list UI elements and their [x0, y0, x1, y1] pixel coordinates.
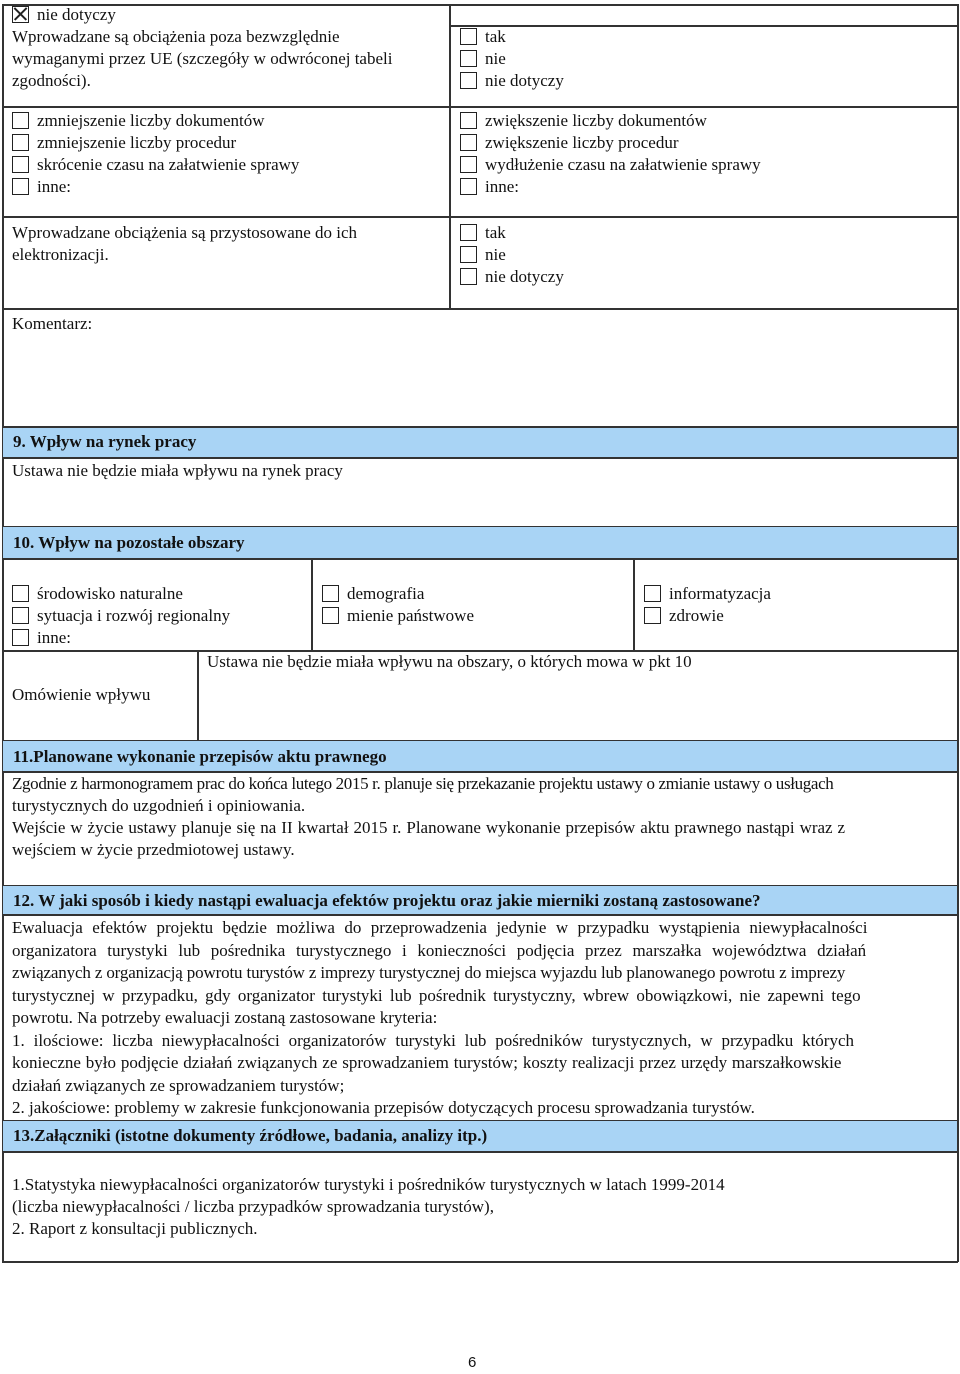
section-11-body: Zgodnie z harmonogramem prac do końca lutego 2015 r. planuje się przekazanie projektu ustawy o zmianie ustawy o usługach turystycznych do uzgodnień i opiniowania. Wejście w życie ustawy planuje się na II kwartał 2015 r. Planowane wykonanie przepisów aktu prawnego nastąpi wraz z wejściem w życie przedmiotowej ustawy.	[12, 774, 846, 859]
checkbox-icon[interactable]	[460, 72, 477, 89]
checkbox-icon[interactable]	[460, 246, 477, 263]
top-row-sep-3	[2, 216, 958, 218]
option-row[interactable]: skrócenie czasu na załatwienie sprawy	[12, 154, 444, 176]
frame-left	[2, 4, 4, 1262]
checkbox-icon[interactable]	[12, 156, 29, 173]
omowienie-text: Ustawa nie będzie miała wpływu na obszary, o których mowa w pkt 10	[207, 652, 692, 671]
electronization-text: Wprowadzane obciążenia są przystosowane do ich elektronizacji.	[12, 223, 358, 264]
option-row[interactable]: nie dotyczy	[460, 70, 950, 92]
option-row[interactable]: tak	[460, 222, 950, 244]
option-row[interactable]: mienie państwowe	[322, 605, 622, 627]
option-row[interactable]: środowisko naturalne	[12, 583, 302, 605]
ue-burden-text: Wprowadzane są obciążenia poza bezwzględnie	[12, 27, 340, 46]
reduction-options	[12, 110, 444, 198]
s12-sep	[2, 914, 958, 916]
option-row[interactable]: zdrowie	[644, 605, 944, 627]
checkbox-icon[interactable]	[322, 607, 339, 624]
section-9-text: Ustawa nie będzie miała wpływu na rynek pracy	[12, 461, 343, 480]
frame-right	[957, 4, 959, 1262]
option-row[interactable]: informatyzacja	[644, 583, 944, 605]
option-row[interactable]: zmniejszenie liczby dokumentów	[12, 110, 444, 132]
checkbox-icon[interactable]	[460, 178, 477, 195]
section-9-header	[3, 427, 957, 457]
section-13-body: 1.Statystyka niewypłacalności organizatorów turystyki i pośredników turystycznych w latach 1999-2014 (liczba niewypłacalności / liczba przypadków sprowadzania turystów), 2. Raport z konsultacji publicznych.	[12, 1175, 725, 1238]
option-row[interactable]: zmniejszenie liczby procedur	[12, 132, 444, 154]
option-row[interactable]: zwiększenie liczby procedur	[460, 132, 950, 154]
top-row-sep-2	[2, 106, 958, 108]
section-12-title: 12. W jaki sposób i kiedy nastąpi ewaluacja efektów projektu oraz jakie mierniki zostaną zastosowane?	[13, 891, 761, 910]
areas-divider-2	[633, 559, 635, 650]
checkbox-icon[interactable]	[460, 224, 477, 241]
top-right-group-3	[460, 222, 950, 288]
checkbox-icon[interactable]	[12, 607, 29, 624]
checkbox-icon[interactable]	[12, 134, 29, 151]
s10-sep	[2, 558, 958, 560]
option-row[interactable]: zwiększenie liczby dokumentów	[460, 110, 950, 132]
checkbox-icon[interactable]	[322, 585, 339, 602]
checkbox-icon[interactable]	[12, 629, 29, 646]
section-12-body: Ewaluacja efektów projektu będzie możliwa do przeprowadzenia jedynie w przypadku wystąpienia niewypłacalności organizatora turystyki lub pośrednika turystycznego i konieczności podjęcia przez marszałka województwa działań związanych z organizacją powrotu turystów z imprezy turystycznej do miejsca wyjazdu lub planowanego powrotu z imprezy turystycznej w przypadku, gdy organizator turystyki lub pośrednik turystyczny, wbrew obowiązkowi, nie zapewni tego powrotu. Na potrzeby ewaluacji zostaną zastosowane kryteria: 1. ilościowe: liczba niewypłacalności organizatorów turystyki lub pośredników turystycznych, w przypadku których konieczne było podjęcie działań związanych ze sprowadzaniem turystów; koszty realizacji przez urzędy marszałkowskie działań związanych ze sprowadzaniem turystów; 2. jakościowe: problemy w zakresie funkcjonowania przepisów dotyczących procesu sprowadzania turystów.	[12, 918, 868, 1117]
option-row[interactable]: inne:	[12, 176, 444, 198]
top-right-group-2	[460, 110, 950, 198]
areas-col-2	[322, 583, 622, 627]
section-13-title: 13.Załączniki (istotne dokumenty źródłowe, badania, analizy itp.)	[13, 1126, 488, 1145]
top-vertical-divider	[449, 4, 451, 309]
option-row[interactable]: wydłużenie czasu na załatwienie sprawy	[460, 154, 950, 176]
checkbox-icon[interactable]	[460, 134, 477, 151]
nie-dotyczy-checked[interactable]: nie dotyczy	[12, 4, 444, 26]
checkbox-icon[interactable]	[460, 156, 477, 173]
section-12-header	[3, 886, 957, 914]
areas-divider-1	[311, 559, 313, 650]
checkbox-icon[interactable]	[12, 112, 29, 129]
checkbox-icon[interactable]	[460, 28, 477, 45]
section-11-header	[3, 741, 957, 771]
checkbox-checked-icon[interactable]	[12, 6, 29, 23]
option-row[interactable]: tak	[460, 26, 950, 48]
section-9-title: 9. Wpływ na rynek pracy	[13, 432, 197, 451]
ue-burden-text: zgodności).	[12, 71, 91, 90]
option-row[interactable]: nie	[460, 48, 950, 70]
option-row[interactable]: nie dotyczy	[460, 266, 950, 288]
option-row[interactable]: demografia	[322, 583, 622, 605]
option-row[interactable]: sytuacja i rozwój regionalny	[12, 605, 302, 627]
checkbox-icon[interactable]	[12, 178, 29, 195]
omowienie-divider	[197, 650, 199, 740]
areas-col-3	[644, 583, 944, 627]
comment-label: Komentarz:	[12, 314, 93, 333]
top-row-sep-4	[2, 308, 958, 310]
section-10-title: 10. Wpływ na pozostałe obszary	[13, 533, 245, 552]
top-right-group-1	[460, 26, 950, 92]
ue-burden-text: wymaganymi przez UE (szczegóły w odwróconej tabeli	[12, 49, 393, 68]
option-row[interactable]: inne:	[460, 176, 950, 198]
section-11-title: 11.Planowane wykonanie przepisów aktu prawnego	[13, 747, 387, 766]
section-13-header	[3, 1121, 957, 1151]
page-number: 6	[468, 1354, 477, 1371]
s9-top	[2, 426, 958, 428]
s13-sep	[2, 1151, 958, 1153]
top-left-cell	[12, 4, 444, 92]
checkbox-icon[interactable]	[460, 268, 477, 285]
checkbox-icon[interactable]	[12, 585, 29, 602]
option-row[interactable]: nie	[460, 244, 950, 266]
option-row[interactable]: inne:	[12, 627, 302, 649]
areas-col-1	[12, 583, 302, 649]
omowienie-label: Omówienie wpływu	[12, 685, 151, 704]
section-10-header	[3, 527, 957, 558]
checkbox-icon[interactable]	[644, 585, 661, 602]
checkbox-icon[interactable]	[460, 50, 477, 67]
frame-bottom	[2, 1261, 958, 1263]
checkbox-icon[interactable]	[460, 112, 477, 129]
checkbox-icon[interactable]	[644, 607, 661, 624]
s9-sep	[2, 457, 958, 459]
